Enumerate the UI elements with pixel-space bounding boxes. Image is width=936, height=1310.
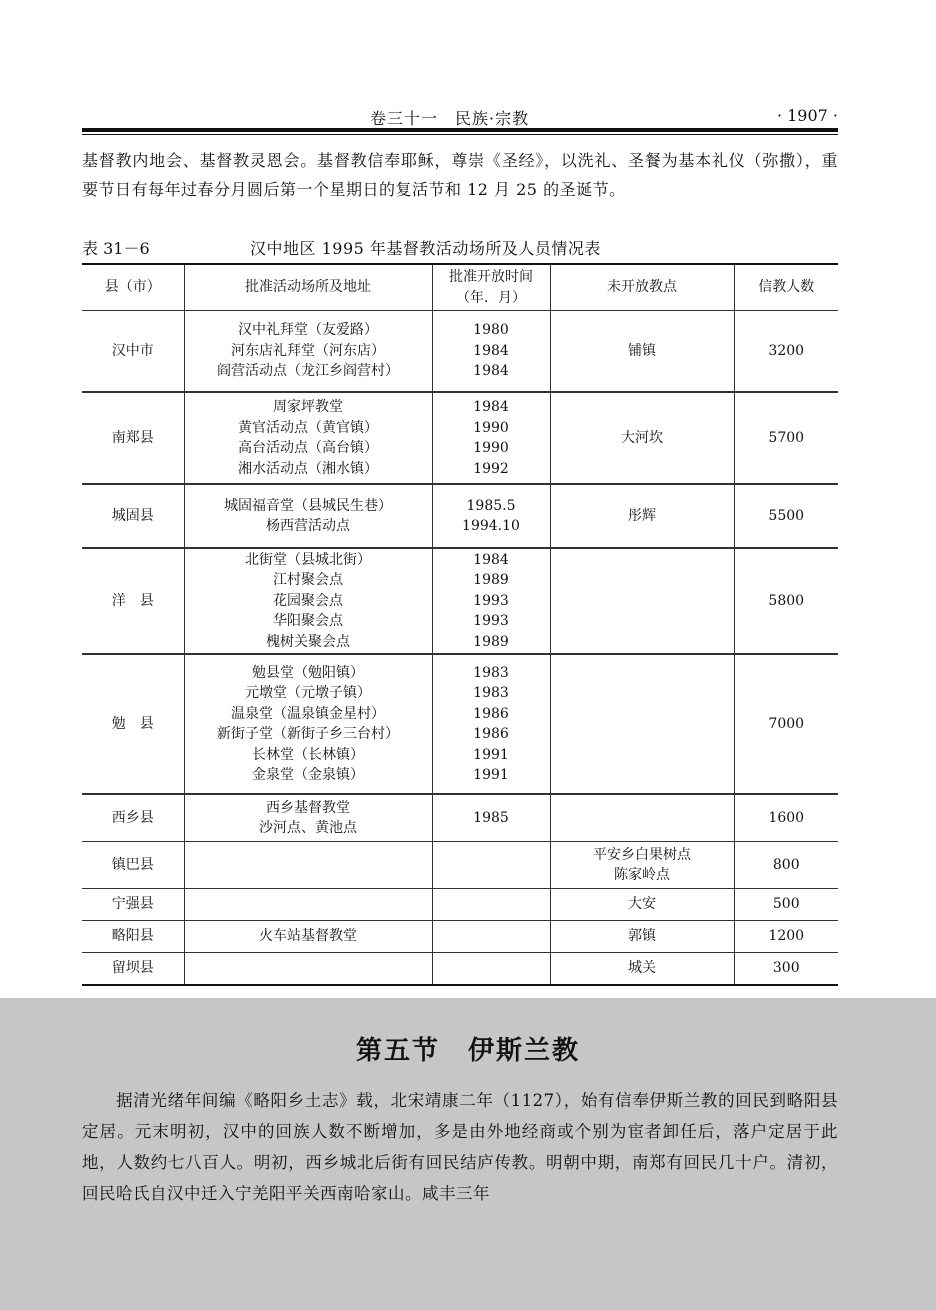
- times-line: 1989: [473, 633, 509, 650]
- times-line: 1986: [473, 726, 509, 742]
- times-line: 1993: [473, 592, 509, 609]
- table-row: [82, 654, 838, 794]
- venues-line: 黄官活动点（黄官镇）: [238, 419, 378, 436]
- cell-unopened: [550, 392, 734, 484]
- table-row: [82, 794, 838, 842]
- times-line: 1985.5: [466, 497, 516, 514]
- cell-county: 洋 县: [82, 548, 184, 654]
- cell-times: [432, 953, 550, 986]
- header-county: 县（市）: [82, 264, 184, 311]
- table-number: 表 31－6: [82, 239, 150, 258]
- times-line: 1990: [473, 419, 509, 436]
- venues-line: 元墩堂（元墩子镇）: [245, 685, 371, 701]
- cell-venues: [184, 392, 432, 484]
- cell-county: 宁强县: [82, 889, 184, 921]
- venues-line: 长林堂（长林镇）: [252, 746, 364, 763]
- cell-unopened: [550, 842, 734, 889]
- cell-times: [432, 311, 550, 393]
- cell-believers: 1200: [734, 921, 838, 953]
- venues-line: 汉中礼拜堂（友爱路）: [238, 322, 378, 339]
- unopened-line: 铺镇: [628, 342, 656, 359]
- cell-unopened: [550, 889, 734, 921]
- islam-paragraph: [82, 1085, 838, 1209]
- intro-paragraph: 基督教内地会、基督教灵恩会。基督教信奉耶稣，尊崇《圣经》，以洗礼、圣餐为基本礼仪（弥撒），重要节日有每年过春分月圆后第一个星期日的复活节和 12 月 25 的圣诞节。: [82, 151, 838, 199]
- cell-times: [432, 794, 550, 842]
- venues-line: 城固福音堂（县城民生巷）: [224, 497, 392, 514]
- table-row: [82, 311, 838, 393]
- header-rule-thick: [82, 128, 838, 132]
- unopened-line: 大河坎: [621, 429, 663, 446]
- cell-times: [432, 548, 550, 654]
- times-line: 1984: [473, 342, 509, 359]
- cell-unopened: [550, 548, 734, 654]
- table-row: [82, 484, 838, 548]
- venues-line: 周家坪教堂: [273, 399, 343, 415]
- cell-believers: 1600: [734, 794, 838, 842]
- header-open-time-line2: （年．月）: [456, 289, 526, 306]
- cell-times: [432, 921, 550, 953]
- times-line: 1990: [473, 440, 509, 456]
- cell-believers: 800: [734, 842, 838, 889]
- times-line: 1983: [473, 664, 509, 681]
- unopened-line: 郭镇: [628, 928, 656, 945]
- cell-unopened: [550, 794, 734, 842]
- times-line: 1993: [473, 613, 509, 630]
- table-row: [82, 921, 838, 953]
- cell-venues: [184, 311, 432, 393]
- venues-line: 北街堂（县城北街）: [245, 551, 371, 568]
- cell-believers: 5700: [734, 392, 838, 484]
- cell-unopened: [550, 311, 734, 393]
- times-line: 1980: [473, 322, 509, 339]
- cell-county: 南郑县: [82, 392, 184, 484]
- table-row: [82, 889, 838, 921]
- cell-believers: 5500: [734, 484, 838, 548]
- cell-county: 西乡县: [82, 794, 184, 842]
- cell-venues: [184, 953, 432, 986]
- cell-times: [432, 484, 550, 548]
- table-title: 汉中地区 1995 年基督教活动场所及人员情况表: [250, 239, 601, 258]
- times-line: 1983: [473, 685, 509, 701]
- venues-line: 勉县堂（勉阳镇）: [252, 664, 364, 681]
- times-line: 1984: [473, 399, 509, 415]
- cell-county: 镇巴县: [82, 842, 184, 889]
- cell-venues: [184, 842, 432, 889]
- unopened-line: 彤辉: [628, 507, 656, 524]
- section-title: 第五节 伊斯兰教: [355, 1036, 580, 1066]
- venues-line: 华阳聚会点: [273, 613, 343, 630]
- cell-times: [432, 842, 550, 889]
- header-open-time-line1: 批准开放时间: [449, 269, 533, 285]
- header-open-time: [432, 264, 550, 311]
- times-line: 1991: [473, 767, 509, 783]
- times-line: 1992: [473, 460, 509, 477]
- times-line: 1984: [473, 551, 509, 568]
- header-unopened: 未开放教点: [550, 264, 734, 311]
- header-venue: 批准活动场所及地址: [184, 264, 432, 311]
- venues-line: 花园聚会点: [273, 592, 343, 609]
- table-row: [82, 548, 838, 654]
- cell-believers: 3200: [734, 311, 838, 393]
- table-header-row: [82, 264, 838, 311]
- venues-line: 河东店礼拜堂（河东店）: [231, 342, 385, 359]
- cell-unopened: [550, 484, 734, 548]
- cell-believers: 300: [734, 953, 838, 986]
- running-title: 卷三十一 民族·宗教: [370, 109, 530, 128]
- cell-times: [432, 889, 550, 921]
- venues-line: 新街子堂（新街子乡三台村）: [217, 726, 399, 742]
- venues-line: 杨西营活动点: [266, 518, 350, 534]
- venues-line: 西乡基督教堂: [266, 799, 350, 816]
- venues-line: 阎营活动点（龙江乡阎营村）: [217, 363, 399, 380]
- venues-line: 江村聚会点: [273, 572, 343, 589]
- unopened-line: 大安: [628, 896, 656, 913]
- times-line: 1986: [473, 705, 509, 722]
- cell-county: 汉中市: [82, 311, 184, 393]
- header-believers: 信教人数: [734, 264, 838, 311]
- table-row: [82, 953, 838, 986]
- venues-line: 高台活动点（高台镇）: [238, 440, 378, 456]
- cell-times: [432, 392, 550, 484]
- cell-county: 略阳县: [82, 921, 184, 953]
- unopened-line: 平安乡白果树点: [593, 846, 691, 863]
- cell-times: [432, 654, 550, 794]
- venues-line: 火车站基督教堂: [259, 928, 357, 945]
- cell-venues: [184, 921, 432, 953]
- cell-county: 留坝县: [82, 953, 184, 986]
- unopened-line: 陈家岭点: [614, 867, 670, 883]
- cell-county: 城固县: [82, 484, 184, 548]
- times-line: 1994.10: [462, 518, 520, 534]
- times-line: 1985: [473, 809, 509, 826]
- unopened-line: 城关: [628, 960, 656, 977]
- times-line: 1991: [473, 746, 509, 763]
- table-row: [82, 842, 838, 889]
- cell-venues: [184, 484, 432, 548]
- venues-line: 金泉堂（金泉镇）: [252, 767, 364, 783]
- cell-believers: 7000: [734, 654, 838, 794]
- page-header: [82, 104, 838, 126]
- islam-paragraph-text: 据清光绪年间编《略阳乡土志》载，北宋靖康二年（1127），始有信奉伊斯兰教的回民到略阳县定居。元末明初，汉中的回族人数不断增加，多是由外地经商或个别为宦者卸任后，落户定居于此地，人数约七八百人。明初，西乡城北后街有回民结庐传教。明朝中期，南郑有回民几十户。清初，回民哈氏自汉中迁入宁羌阳平关西南哈家山。咸丰三年: [82, 1091, 838, 1203]
- venues-line: 温泉堂（温泉镇金星村）: [231, 705, 385, 722]
- table-row: [82, 392, 838, 484]
- venues-line: 湘水活动点（湘水镇）: [238, 460, 378, 477]
- venues-line: 槐树关聚会点: [266, 633, 350, 650]
- cell-unopened: [550, 654, 734, 794]
- header-rule-thin: [82, 134, 838, 135]
- cell-county: 勉 县: [82, 654, 184, 794]
- cell-unopened: [550, 921, 734, 953]
- cell-believers: 5800: [734, 548, 838, 654]
- cell-unopened: [550, 953, 734, 986]
- cell-venues: [184, 654, 432, 794]
- cell-believers: 500: [734, 889, 838, 921]
- church-venues-table: [82, 263, 838, 986]
- cell-venues: [184, 548, 432, 654]
- cell-venues: [184, 889, 432, 921]
- page-number: · 1907 ·: [776, 106, 838, 125]
- venues-line: 沙河点、黄池点: [259, 820, 357, 836]
- times-line: 1984: [473, 363, 509, 380]
- times-line: 1989: [473, 572, 509, 589]
- cell-venues: [184, 794, 432, 842]
